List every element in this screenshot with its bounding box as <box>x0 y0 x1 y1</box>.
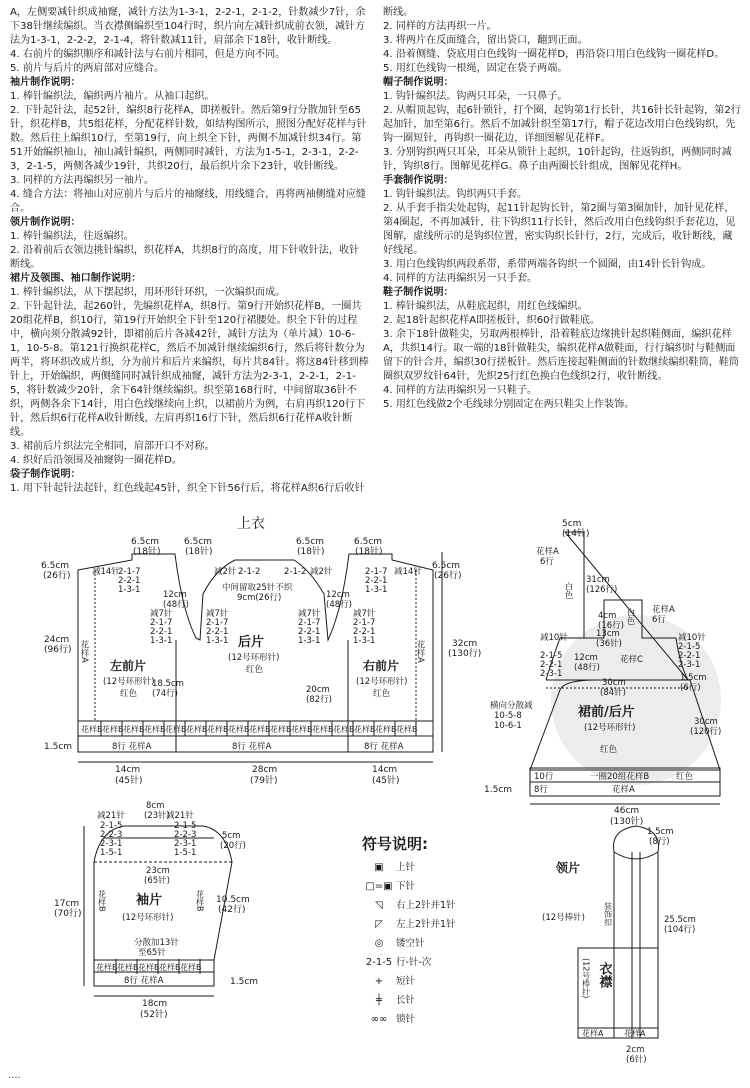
left-front-sub: (12号环形针) <box>103 677 155 687</box>
legend-symbol: ◹ <box>375 900 383 911</box>
total-rows: (130行) <box>448 649 482 659</box>
shoulder-st-3: (18针) <box>297 547 325 557</box>
side-dec-title: 横向分散减 <box>490 701 533 711</box>
instruction-paragraph: 3. 将两片在反面缝合，留出袋口，翻到正面。 <box>383 35 588 46</box>
instruction-paragraph: 2. 起18针起织花样A即搓板针，织60行做鞋底。 <box>383 315 601 326</box>
instruction-paragraph: 1. 棒针编织法，从鞋底起织，用红色线编织。 <box>383 301 588 312</box>
sleeve-inc-note2: 至65针 <box>138 948 166 958</box>
sleeve-caph-rows: (20行) <box>220 841 246 851</box>
legend-label: 短针 <box>396 976 416 987</box>
rf-neck-r2: 2-2-1 <box>365 576 388 586</box>
right-front-sub: (12号环形针) <box>356 677 408 687</box>
instruction-paragraph: 1. 棒针编织法，编织两片袖片。从袖口起织。 <box>10 91 215 102</box>
instruction-paragraph: 2. 从帽顶起钩，起6针锁针，打个圈，起钩第1行长针，共16针长针起钩，第2行起加针，加至第6行。然后不加减针织至第17行，帽子花边改用白色线钩织，先钩一圈短针，再钩织一圈花边，详细图解见花样F。 <box>383 105 741 144</box>
dress-arm-r3-r: 2-3-1 <box>678 660 701 670</box>
rf-neck-dec: 减14针 <box>394 567 422 577</box>
collar-needle: (12号棒针) <box>542 913 585 923</box>
rf-arm-dec: 减7针 <box>353 609 376 619</box>
legend-row <box>362 972 512 991</box>
instruction-paragraph: 4. 右前片的编织顺序和减针法与右前片相同，但是方向不同。 <box>10 49 286 60</box>
sleeve-mid-cm: 23cm <box>146 866 170 876</box>
section-heading: 手套制作说明： <box>383 175 454 186</box>
back-neck-center-cm: 9cm(26行) <box>237 593 282 603</box>
dress-w-cm: 46cm <box>614 806 640 816</box>
dress-band-a: 花样A <box>612 785 635 795</box>
shoulder-st-4: (18针) <box>355 547 383 557</box>
lf-neck-dec: 减14针 <box>92 567 120 577</box>
top-band-b-label: 花样B <box>333 725 355 734</box>
top-band-a-1: 8行 花样A <box>112 742 152 752</box>
top-hem-cm: 1.5cm <box>44 742 73 752</box>
rf-placket-label: 花样A <box>415 640 425 663</box>
top-band-b-label: 花样B <box>396 725 418 734</box>
sleeve-band-b-label: 花样B <box>159 963 181 972</box>
dress-arm-r2-l: 2-2-1 <box>540 660 563 670</box>
sleeve-band-b-label: 花样B <box>96 963 118 972</box>
legend-label: 行-针-次 <box>396 957 432 968</box>
shoulder-cm-4: 6.5cm <box>354 537 383 547</box>
sleeve-dec-l: 减21针 <box>97 811 125 821</box>
instruction-paragraph: 5. 用红色线钩一根绳，固定在袋子两端。 <box>383 63 568 74</box>
instruction-paragraph: 1. 棒针编织法，从下摆起织，用环形针环织，一次编织而成。 <box>10 287 286 298</box>
lf-arm-r2: 2-2-1 <box>150 627 173 637</box>
rf-arm-r1: 2-1-7 <box>353 618 376 628</box>
legend-symbol: □=▣ <box>365 881 393 892</box>
rf-neck-r3: 1-3-1 <box>365 585 388 595</box>
sleeve-cap3-l: 2-3-1 <box>100 839 123 849</box>
strap-len-cm: 31cm <box>586 575 610 585</box>
collar-neck-curve <box>614 852 658 859</box>
top-band-b-label: 花样B <box>123 725 145 734</box>
legend-title: 符号说明: <box>362 835 428 853</box>
legend-label: 镂空针 <box>396 938 425 949</box>
sleeve-hem-cm: 1.5cm <box>230 977 259 987</box>
instruction-paragraph: 3. 用白色线钩织两段系带，系带两端各钩织一个圆圈，由14针长针钩成。 <box>383 259 712 270</box>
instruction-paragraph: 2. 沿着前后衣领边挑针编织，织花样A，共织8行的高度，用下针收针法，收针断线。 <box>10 245 360 270</box>
back-color: 红色 <box>246 665 264 675</box>
side-dec-2: 10-6-1 <box>494 721 522 731</box>
collar-top-cm: 1.5cm <box>647 827 674 837</box>
legend-label: 上针 <box>396 862 416 873</box>
placket-needle: (12号棒针) <box>581 958 591 999</box>
legend-label: 左上2针并1针 <box>396 919 456 930</box>
body-rows: (96行) <box>44 645 72 655</box>
shoulder-st-2: (18针) <box>185 547 213 557</box>
legend-row <box>362 877 512 896</box>
instruction-paragraph: 3. 余下18针做鞋尖，另取两根棒针，沿着鞋底边缘挑针起织鞋侧面，编织花样A，共织14行。取一端的18针做鞋尖，编织花样A做鞋面，行行编织时与鞋侧面留下的针合并，编织30行搓板针。然后连接起鞋侧面的针数继续编织鞋筒，鞋筒圈织双罗纹针64针，先织25行红色换白色线织2行，收针断线。 <box>383 329 740 382</box>
back-arm-r1-l: 2-1-7 <box>206 618 229 628</box>
collar-title: 领片 <box>556 861 581 875</box>
legend-label: 锁针 <box>396 1014 416 1025</box>
legend-symbol: ╪ <box>375 995 383 1006</box>
sleeve-cap3-r: 2-3-1 <box>174 839 197 849</box>
sleeve-band-a: 8行 花样A <box>124 976 164 986</box>
back-neck-rule-r: 2-1-2 <box>284 567 307 577</box>
legend-symbol: ▣ <box>374 862 384 873</box>
strap-st: (14针) <box>562 529 590 539</box>
collar-len-cm: 25.5cm <box>664 915 696 925</box>
sleeve-cap-st: (23针) <box>144 811 170 821</box>
side-dec-1: 10-5-8 <box>494 711 522 721</box>
sleeve-h-rows: (70行) <box>54 909 82 919</box>
legend-symbol: 2-1-5 <box>365 957 393 968</box>
sleeve-h-cm: 17cm <box>54 899 80 909</box>
rstrap-white: 白色 <box>625 608 635 625</box>
instruction-paragraph: 2. 同样的方法再织一片。 <box>383 21 497 32</box>
collar-pattern-r: 花样A <box>624 1029 646 1038</box>
sleeve-caph-cm: 5cm <box>222 831 241 841</box>
instruction-paragraph: 2. 下针起针法，起260针，先编织花样A，织8行。第9行开始织花样B，一圈共20组花样B，织10行，第19行开始织全下针至120行裙腰处。织全下针的过程中，横向须分散减92针，即裙前后片各减42针，减针方法为（单片减）10-6-1，10-5-8。第121行换织花样C，然后不加减针继续编织6行，然后将针数分为两半，将环织改成片织，分为前片和后片来编织，每片共84针。将这84针移到棒针上，开始编织，两侧缝同时减针织成袖窿，减针方法为2-3-1，2-2-1，2-1-5，将针数减少20针，余下64针继续编织。织至第168行时，中间留取36针不织，两侧各余下14针，用白色线继续向上织，以裙前片为例，右肩再织120行下针，然后织6行花样A收针断线，左肩再织16行下针，然后织6行花样A收针断线。 <box>10 301 369 438</box>
body-cm: 24cm <box>44 635 70 645</box>
back-arm-r3-l: 1-3-1 <box>206 636 229 646</box>
arm-rows-r: (48行) <box>326 600 352 610</box>
dress-arm-r2-r: 2-2-1 <box>678 651 701 661</box>
top-band-b-label: 花样B <box>375 725 397 734</box>
dress-pattern-c: 花样C <box>620 655 643 665</box>
lf-neck-r2: 2-2-1 <box>118 576 141 586</box>
dress-arm-r3-l: 2-3-1 <box>540 669 563 679</box>
sleeve-w-st: (52针) <box>140 1010 168 1020</box>
dress-arm-dec-l: 减10针 <box>540 633 568 643</box>
top-band-a-2: 8行 花样A <box>232 742 272 752</box>
arm-rows-l: (48行) <box>163 600 189 610</box>
dress-gap-st: (36针) <box>596 639 622 649</box>
sleeve-cap4-l: 1-5-1 <box>100 848 123 858</box>
left-front-color: 红色 <box>120 689 138 699</box>
top-band-b-label: 花样B <box>354 725 376 734</box>
legend-row <box>362 915 512 934</box>
back-neck-rule-l: 2-1-2 <box>238 567 261 577</box>
top-band-b-label: 花样B <box>270 725 292 734</box>
dress-arm-r1-r: 2-1-5 <box>678 642 701 652</box>
sleeve-cap1-l: 2-1-5 <box>100 821 123 831</box>
back-title: 后片 <box>238 635 265 650</box>
sleeve-w-cm: 18cm <box>142 999 168 1009</box>
top-band-b-label: 花样B <box>291 725 313 734</box>
instruction-paragraph: 断线。 <box>383 7 414 18</box>
legend-row <box>362 858 512 877</box>
back-arm-r2-r: 2-2-1 <box>298 627 321 637</box>
dress-band-rows: 10行 <box>534 772 554 782</box>
lf-placket-label: 花样A <box>79 640 89 663</box>
symbol-legend <box>362 835 512 1029</box>
shoulder-cm-1: 6.5cm <box>131 537 160 547</box>
rstrap-cm: 4cm <box>598 611 617 621</box>
lf-arm-r1: 2-1-7 <box>150 618 173 628</box>
right-front-title: 右前片 <box>363 659 400 673</box>
instruction-paragraph: 1. 棒针编织法，往返编织。 <box>10 231 134 242</box>
dress-c-cm: 1.5cm <box>680 673 707 683</box>
sleeve-band-b <box>96 959 202 974</box>
lf-arm-r3: 1-3-1 <box>150 636 173 646</box>
sleeve-title: 袖片 <box>136 893 163 908</box>
dress-sub: (12号环形针) <box>584 723 636 733</box>
strap-len-rows: (126行) <box>586 585 618 595</box>
dress-arm-cm: 12cm <box>574 653 598 663</box>
dress-waist-st: (84针) <box>600 688 626 698</box>
w-left-st: (45针) <box>115 776 143 786</box>
instruction-paragraph: 4. 同样的方法再编织另一只鞋子。 <box>383 385 538 396</box>
top-band-b-label: 花样B <box>165 725 187 734</box>
section-heading: 袋子制作说明： <box>10 469 81 480</box>
strap-cm: 5cm <box>562 519 582 529</box>
strap-pattern: 花样A <box>536 547 559 557</box>
instruction-paragraph: A，左侧要减针织成袖窿，减针方法为1-3-1，2-2-1，2-1-2，针数减少7针，余下38针继续编织。当衣襟侧编织至104行时，织片向左减针织成前衣领，减针方法为1-3-1，2-2-2，2-1-4，将针数减11针，肩部余下18针，收针断线。 <box>10 7 366 46</box>
left-front-title: 左前片 <box>110 659 147 673</box>
legend-symbol: + <box>374 976 384 987</box>
back-arm-r1-r: 2-1-7 <box>298 618 321 628</box>
collar-top-rows: (8行) <box>649 837 670 847</box>
shoulder-st-1: (18针) <box>133 547 161 557</box>
right-front-color: 红色 <box>373 689 391 699</box>
instruction-paragraph: 1. 用下针起针法起针，红色线起45针，织全下针56行后，将花样A织6行后收针 <box>10 483 365 494</box>
instruction-paragraph: 3. 同样的方法再编织另一袖片。 <box>10 175 155 186</box>
collar-outline <box>613 826 658 1038</box>
top-band-b-label: 花样B <box>312 725 334 734</box>
back-sub: (12号环形针) <box>228 653 280 663</box>
instruction-paragraph: 2. 从手套手指尖处起钩，起11针起钩长针，第2圈与第3圈加针，加针见花样，第4圈起，不再加减针，往下钩织11行长针，然后改用白色线钩织手套花边，见图解，虚线所示的是钩织位置，密实钩织长针行，2行，完成后，收针断线，藏好线尾。 <box>383 203 736 256</box>
top-band-b-label: 花样B <box>207 725 229 734</box>
instruction-paragraph: 4. 沿着侧缝、袋底用白色线钩一圈花样D，再沿袋口用白色线钩一圈花样D。 <box>383 49 725 60</box>
w-right-cm: 14cm <box>372 765 398 775</box>
collar-w-st: (6针) <box>626 1055 647 1065</box>
sleeve-cap1-r: 2-1-5 <box>174 821 197 831</box>
section-heading: 帽子制作说明： <box>383 77 454 88</box>
instruction-paragraph: 2. 下针起针法，起52针，编织8行花样A，即搓板针。然后第9行分散加针至65针，织花样B，共5组花样，分配花样针数，如结构图所示，照图分配好花样与针数。然后往上编织10行，至第19行，向上织全下针，两侧不加减针织34行。第51开始编织袖山，袖山减针编织，两侧同时减针，方法为1-5-1，2-3-1，2-2-3，2-1-5，两侧各减少19针，共织20行，最后织片余下23针，收针断线。 <box>10 105 367 172</box>
sleeve-r-cm: 10.5cm <box>216 895 250 905</box>
top-band-b-label: 花样B <box>186 725 208 734</box>
sleeve-r-rows: (42行) <box>218 905 246 915</box>
dress-hem-cm: 1.5cm <box>484 785 513 795</box>
back-neck-dec-l: 减2针 <box>214 567 237 577</box>
legend-row <box>362 934 512 953</box>
dress-gap-cm: 13cm <box>596 629 620 639</box>
side-cm-left: 6.5cm <box>41 561 70 571</box>
back-rows: (82行) <box>306 695 332 705</box>
w-back-st: (79针) <box>250 776 278 786</box>
sleeve-pattern-lbl-r: 花样B <box>195 890 205 912</box>
legend-symbol: ∞∞ <box>370 1014 388 1025</box>
instruction-paragraph: 4. 织好后沿领围及袖窿钩一圈花样D。 <box>10 455 183 466</box>
placket-title: 衣襟 <box>596 962 612 988</box>
lf-neck-r3: 1-3-1 <box>118 585 141 595</box>
instruction-paragraph: 5. 用红色线做2个毛线球分别固定在两只鞋尖上作装饰。 <box>383 399 635 410</box>
legend-symbol: ◸ <box>375 919 383 930</box>
sleeve-band-b-label: 花样B <box>117 963 139 972</box>
collar-w-cm: 2cm <box>626 1045 645 1055</box>
back-neck-center: 中间留取25针不织 <box>222 583 293 593</box>
back-arm-r2-l: 2-2-1 <box>206 627 229 637</box>
page-number: ···· <box>8 1073 21 1084</box>
strap-rows: 6行 <box>540 557 554 567</box>
legend-row <box>362 1010 512 1029</box>
section-heading: 袖片制作说明： <box>10 77 81 88</box>
sleeve-pattern-lbl-l: 花样B <box>97 890 107 912</box>
total-cm: 32cm <box>452 639 478 649</box>
dress-c-rows: (6行) <box>680 683 701 693</box>
instruction-paragraph: 1. 钩针编织法。钩织两只手套。 <box>383 189 528 200</box>
dress-title: 裙前/后片 <box>578 705 635 720</box>
top-band-b <box>81 721 418 736</box>
collar-pattern-l: 花样A <box>582 1029 604 1038</box>
shoulder-cm-3: 6.5cm <box>296 537 325 547</box>
dress-color: 红色 <box>600 745 618 755</box>
rf-arm-r2: 2-2-1 <box>353 627 376 637</box>
back-arm-r3-r: 1-3-1 <box>298 636 321 646</box>
lf-neck-r1: 2-1-7 <box>118 567 141 577</box>
sleeve-cap4-r: 1-5-1 <box>174 848 197 858</box>
dress-arm-r1-l: 2-1-5 <box>540 651 563 661</box>
back-arm-dec-l: 减7针 <box>206 609 229 619</box>
top-band-b-label: 花样B <box>144 725 166 734</box>
instruction-paragraph: 3. 分别钩织两只耳朵，耳朵从锁针上起织，10针起钩，往返钩织，两侧同时减针，钩织8行。图解见花样G。鼻子由两圈长针组成，图解见花样H。 <box>383 147 732 172</box>
dress-arm-dec-r: 减10针 <box>678 633 706 643</box>
lf-arm-dec: 减7针 <box>150 609 173 619</box>
side-rows-left: (26行) <box>43 571 71 581</box>
instruction-paragraph: 1. 钩针编织法。钩两只耳朵，一只鼻子。 <box>383 91 568 102</box>
section-heading: 领片制作说明： <box>10 217 81 228</box>
legend-label: 长针 <box>396 995 416 1006</box>
instruction-paragraph: 4. 同样的方法再编织另一只手套。 <box>383 273 538 284</box>
instruction-paragraph: 4. 缝合方法：将袖山对应前片与后片的袖窿线，用线缝合，再将两袖侧缝对应缝合。 <box>10 189 367 214</box>
legend-row <box>362 953 512 972</box>
shoulder-cm-2: 6.5cm <box>184 537 213 547</box>
rstrap-rows6: 6行 <box>652 615 666 625</box>
back-cm: 20cm <box>306 685 330 695</box>
instructions-col-right <box>383 6 742 484</box>
sleeve-cap2-l: 2-2-3 <box>100 830 123 840</box>
legend-row <box>362 896 512 915</box>
instructions-col-left <box>10 6 369 494</box>
top-band-a-3: 8行 花样A <box>364 742 404 752</box>
rf-neck-r1: 2-1-7 <box>365 567 388 577</box>
rf-arm-r3: 1-3-1 <box>353 636 376 646</box>
side-rows-right: (26行) <box>434 571 462 581</box>
sleeve-dec-r: 减21针 <box>166 811 194 821</box>
legend-symbol: ◎ <box>374 938 384 949</box>
rstrap-pattern: 花样A <box>652 605 675 615</box>
top-band-b-label: 花样B <box>81 725 103 734</box>
rstrap-rows: (16行) <box>598 621 624 631</box>
top-band-b-label: 花样B <box>249 725 271 734</box>
back-neck-dec-r: 减2针 <box>310 567 333 577</box>
front-cm: 18.5cm <box>152 679 184 689</box>
dress-w-st: (130针) <box>610 817 644 827</box>
front-rows: (74行) <box>152 689 178 699</box>
dress-band-label: 一圈20组花样B <box>590 772 650 782</box>
sleeve-cap2-r: 2-2-3 <box>174 830 197 840</box>
diagrams-area <box>0 490 750 1088</box>
dress-h-rows: (120行) <box>690 727 722 737</box>
collar-len-rows: (104行) <box>664 925 696 935</box>
sleeve-band-b-label: 花样B <box>180 963 202 972</box>
sleeve-mid-st: (65针) <box>144 876 170 886</box>
dress-h-cm: 30cm <box>694 717 718 727</box>
arm-cm-r: 12cm <box>326 590 350 600</box>
w-left-cm: 14cm <box>115 765 141 775</box>
strap-white: 白色 <box>563 582 573 599</box>
top-band-b-label: 花样B <box>102 725 124 734</box>
arm-cm-l: 12cm <box>163 590 187 600</box>
sleeve-sub: (12号环形针) <box>122 913 174 923</box>
top-garment-title: 上衣 <box>237 516 265 532</box>
w-back-cm: 28cm <box>252 765 278 775</box>
instruction-paragraph: 5. 前片与后片的两肩部对应缝合。 <box>10 63 165 74</box>
instructions-text <box>10 6 742 494</box>
instruction-paragraph: 3. 裙前后片织法完全相同，肩部开口不对称。 <box>10 441 215 452</box>
dress-band-color: 红色 <box>676 772 694 782</box>
dress-arm-rows: (48行) <box>574 663 600 673</box>
sleeve-band-b-label: 花样B <box>138 963 160 972</box>
section-heading: 鞋子制作说明： <box>383 287 454 298</box>
sleeve-inc-note: 分散加13针 <box>134 938 179 948</box>
legend-row <box>362 991 512 1010</box>
sleeve-cap-cm: 8cm <box>146 801 165 811</box>
section-heading: 裙片及领围、袖口制作说明： <box>10 273 142 284</box>
collar-decor: 装饰扣 <box>603 902 613 926</box>
legend-label: 下针 <box>396 881 416 892</box>
back-arm-dec-r: 减7针 <box>298 609 321 619</box>
w-right-st: (45针) <box>372 776 400 786</box>
dress-band-a-rows: 8行 <box>534 785 548 795</box>
side-cm-right: 6.5cm <box>432 561 461 571</box>
top-band-b-label: 花样B <box>228 725 250 734</box>
legend-label: 右上2针并1针 <box>396 900 456 911</box>
dress-waist-cm: 30cm <box>602 678 626 688</box>
